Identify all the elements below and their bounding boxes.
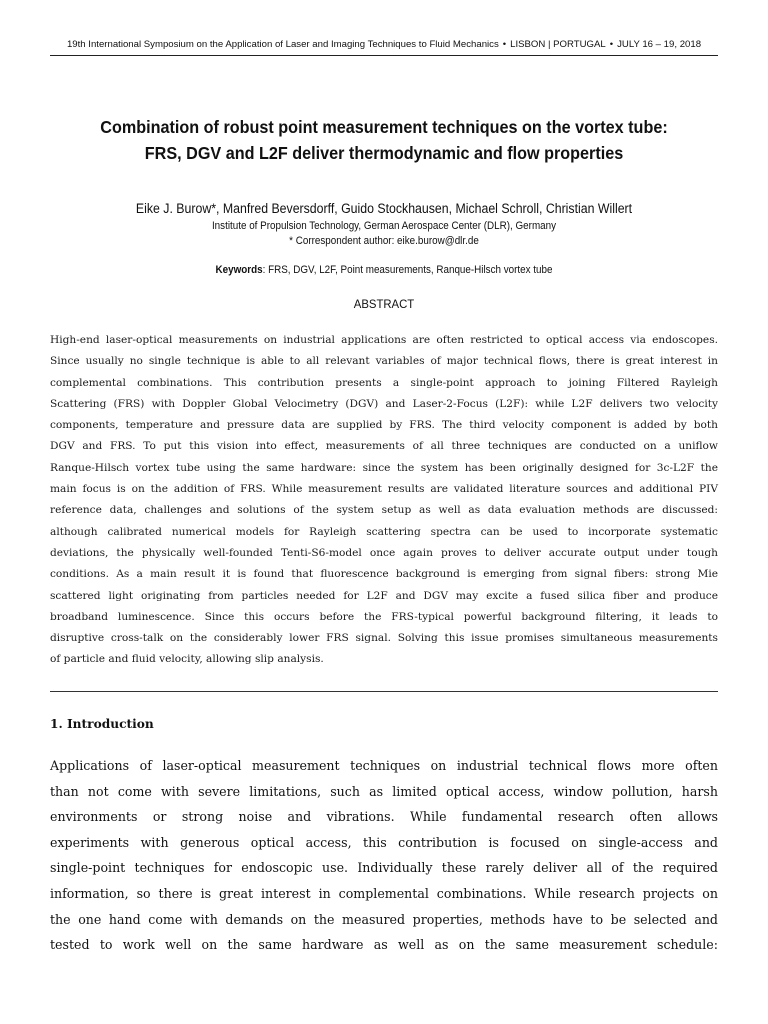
abstract-line: of particle and fluid velocity, allowing slip analysis. <box>50 653 324 666</box>
abstract-line: main focus is on the addition of FRS. While measurement results are validated literature sources and additional PIV <box>50 483 718 496</box>
abstract-line: components, temperature and pressure data are supplied by FRS. The third velocity component is added by both <box>50 419 718 432</box>
keywords-text: : FRS, DGV, L2F, Point measurements, Ranque-Hilsch vortex tube <box>262 264 553 276</box>
paper-title <box>68 114 701 166</box>
introduction-body <box>50 753 718 958</box>
conference-dates: JULY 16 – 19, 2018 <box>617 39 702 50</box>
introduction-line: information, so there is great interest in complemental combinations. While research projects on <box>50 885 718 901</box>
paper-title-line-1: Combination of robust point measurement techniques on the vortex tube: <box>100 117 668 137</box>
introduction-line: environments or strong noise and vibrations. While fundamental research often allows <box>50 809 718 825</box>
abstract-line: deviations, the physically well-founded Tenti-S6-model once again proves to deliver accurate output under tough <box>50 546 718 559</box>
abstract-line: Since usually no single technique is able to all relevant variables of major technical flows, there is great interest in <box>50 355 718 368</box>
paper-title-line-2: FRS, DGV and L2F deliver thermodynamic and flow properties <box>144 143 624 163</box>
section-divider <box>50 691 718 692</box>
abstract-line: reference data, challenges and solutions of the system setup as well as data evaluation methods are discussed: <box>50 504 718 517</box>
keywords-label: Keywords <box>215 264 263 276</box>
abstract-line: broadband luminescence. Since this occurs before the FRS-typical powerful background filtering, it leads to <box>50 610 718 623</box>
header-separator: • <box>609 39 614 50</box>
author-list: Eike J. Burow*, Manfred Beversdorff, Guido Stockhausen, Michael Schroll, Christian Willert <box>135 201 633 216</box>
abstract-line: DGV and FRS. To put this vision into effect, measurements of all three techniques are conducted on a uniflow <box>50 440 718 453</box>
abstract-heading: ABSTRACT <box>353 297 415 311</box>
introduction-line: single-point techniques for endoscopic use. Individually these rarely deliver all of the required <box>50 860 718 876</box>
abstract-line: scattered light originating from particles needed for L2F and DGV may excite a fused silica fiber and produce <box>50 589 718 602</box>
introduction-line: experiments with generous optical access, this contribution is focused on single-access and <box>50 834 718 850</box>
abstract-line: although calibrated numerical models for Rayleigh scattering spectra can be used to incorporate systematic <box>50 525 718 538</box>
abstract-line: Scattering (FRS) with Doppler Global Velocimetry (DGV) and Laser-2-Focus (L2F): while L2F delivers two velocity <box>50 397 718 410</box>
header-separator: • <box>502 39 507 50</box>
introduction-line: the one hand come with demands on the measured properties, methods have to be selected and <box>50 911 718 927</box>
introduction-line: than not come with severe limitations, such as limited optical access, window pollution, harsh <box>50 783 718 799</box>
conference-header <box>50 35 718 56</box>
abstract-body <box>50 330 718 671</box>
abstract-line: High-end laser-optical measurements on industrial applications are often restricted to optical access via endoscopes. <box>50 334 718 346</box>
introduction-line: tested to work well on the same hardware as well as on the same measurement schedule: <box>50 937 718 953</box>
conference-location: LISBON | PORTUGAL <box>510 39 606 50</box>
keywords <box>64 262 704 278</box>
conference-name: 19th International Symposium on the Application of Laser and Imaging Techniques to Fluid Mechanics <box>66 39 499 50</box>
abstract-line: Ranque-Hilsch vortex tube using the same hardware: since the system has been originally designed for 3c-L2F the <box>50 461 718 474</box>
abstract-line: disruptive cross-talk on the considerably lower FRS signal. Solving this issue promises simultaneous measurements <box>50 632 718 645</box>
introduction-heading: 1. Introduction <box>50 717 154 731</box>
correspondent-author: * Correspondent author: eike.burow@dlr.de <box>289 235 479 247</box>
abstract-line: complemental combinations. This contribution presents a single-point approach to joining Filtered Rayleigh <box>50 376 718 389</box>
abstract-line: conditions. As a main result it is found that fluorescence background is emerging from signal fibers: strong Mie <box>50 568 718 581</box>
affiliation: Institute of Propulsion Technology, German Aerospace Center (DLR), Germany <box>211 220 557 232</box>
introduction-line: Applications of laser-optical measurement techniques on industrial technical flows more often <box>50 758 718 773</box>
